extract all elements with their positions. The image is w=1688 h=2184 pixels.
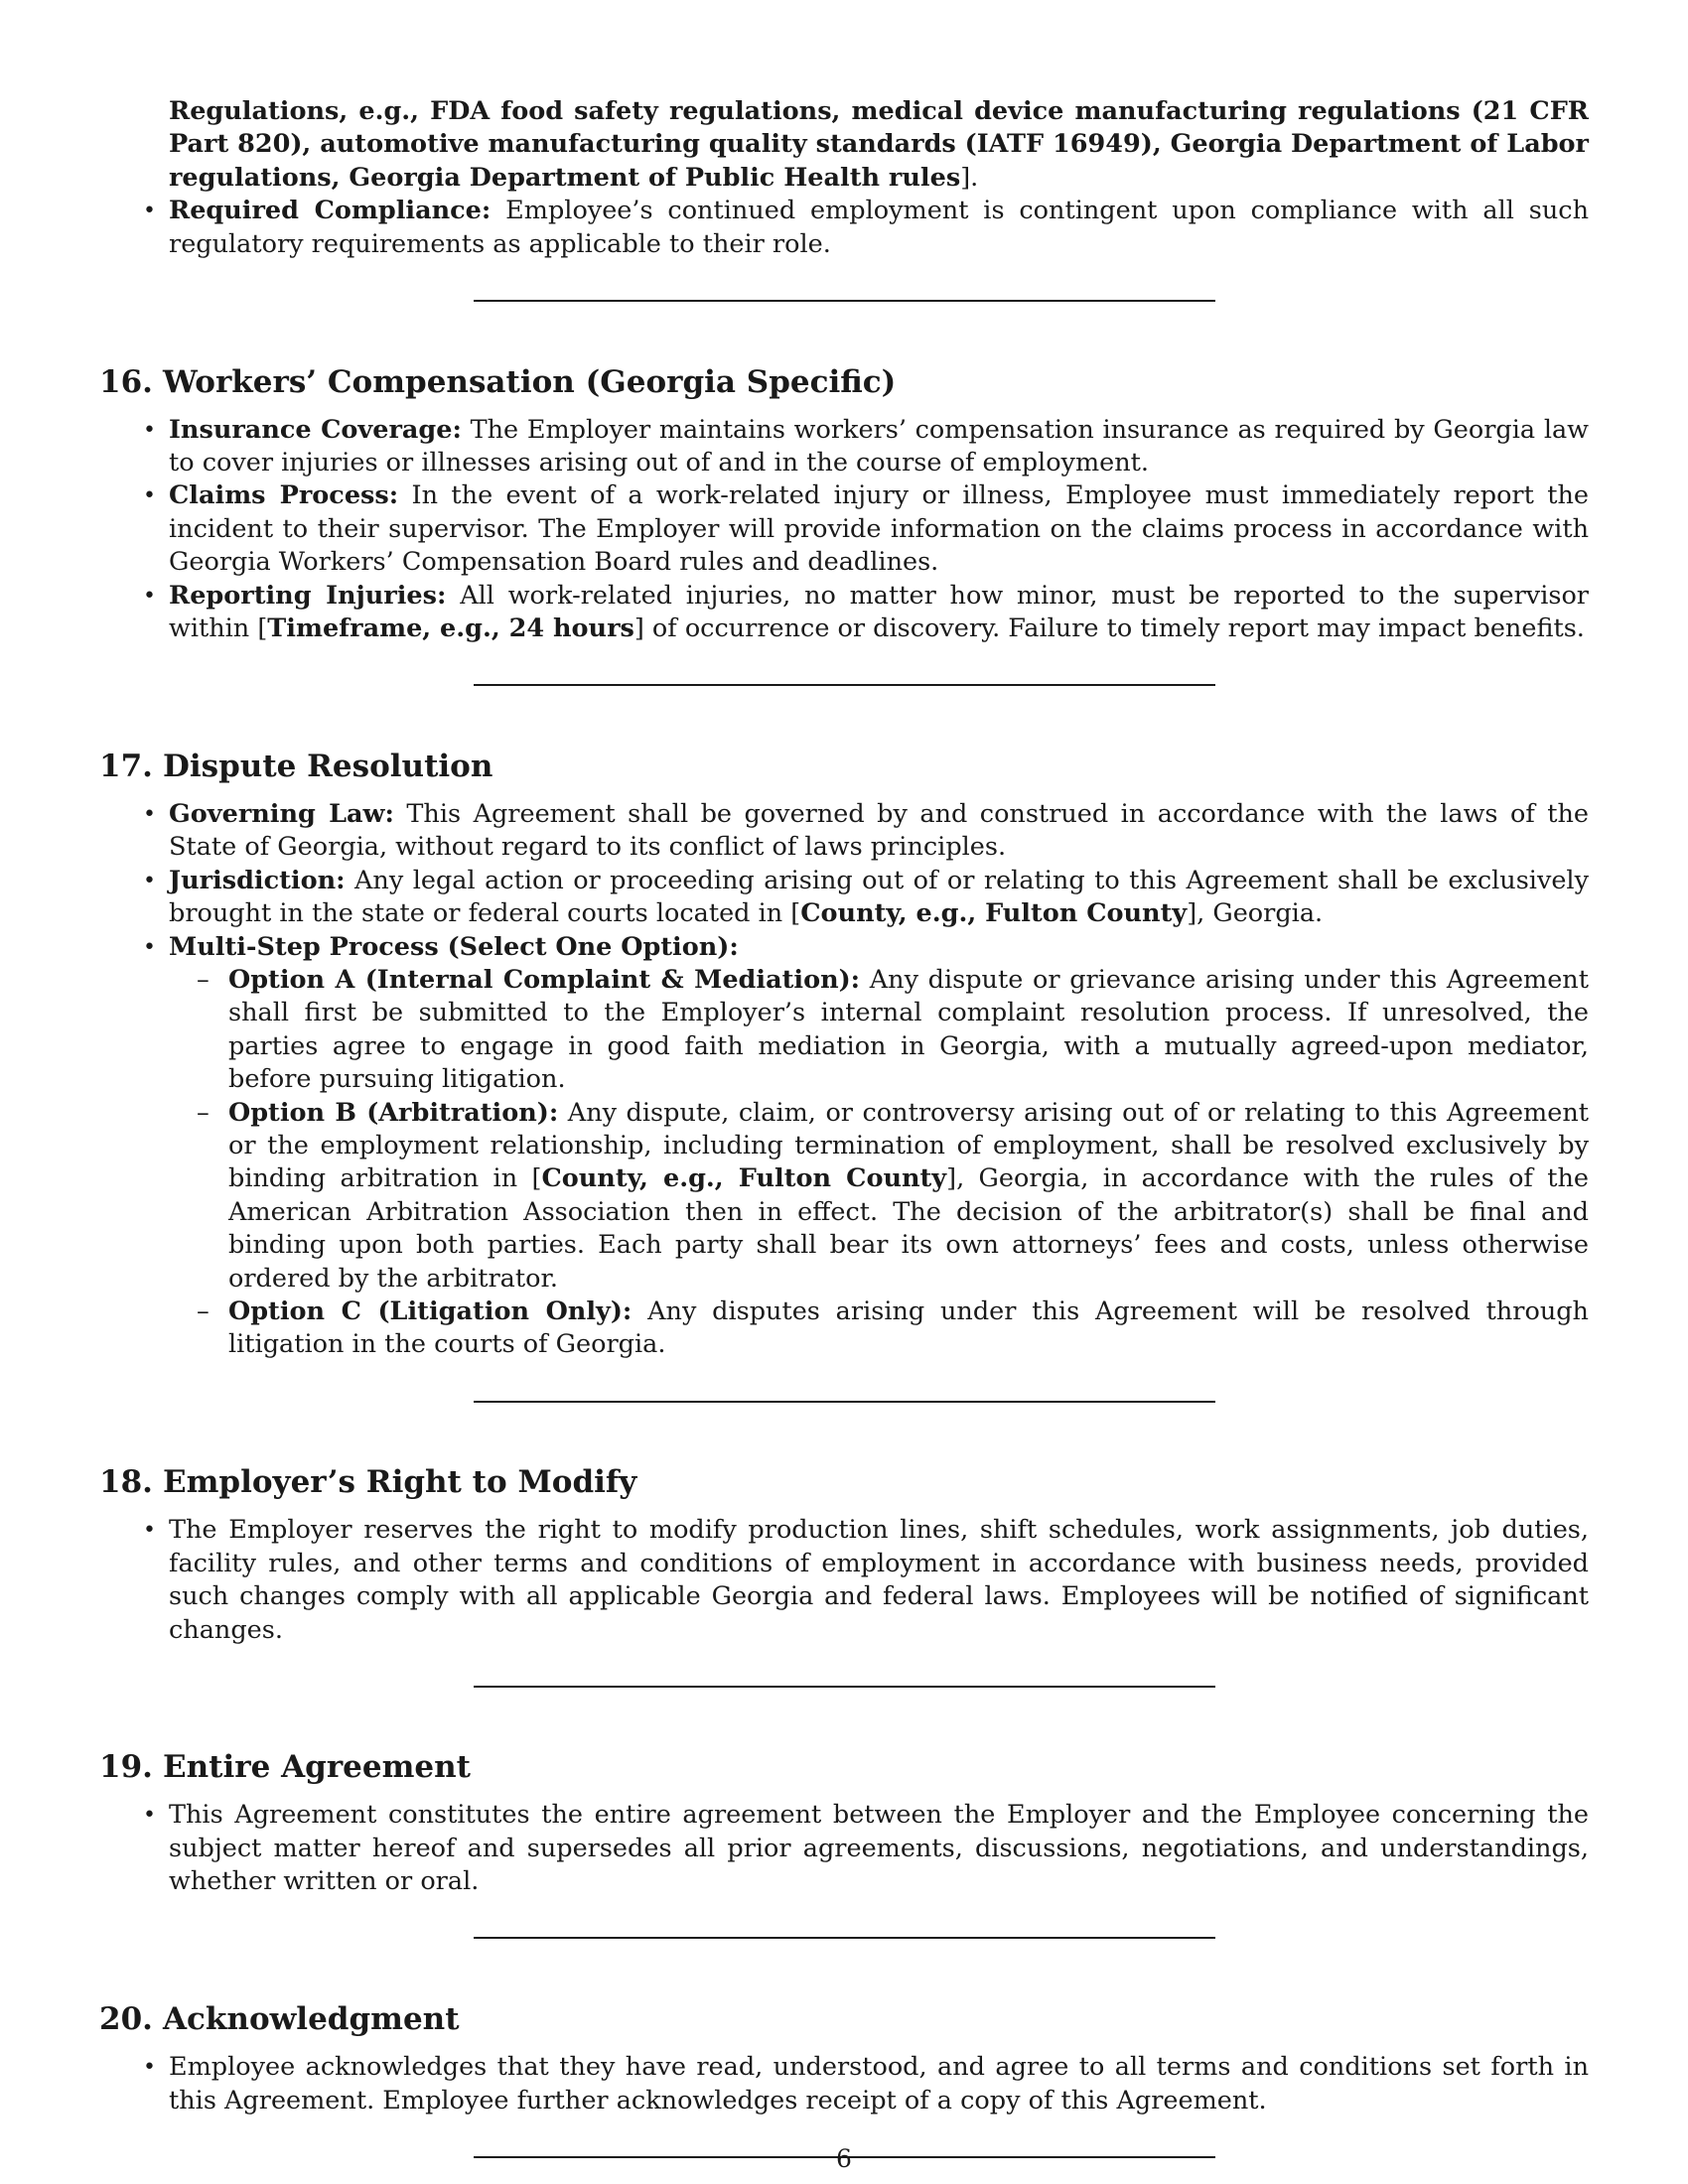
bullet-text: All work-related injuries, no matter how minor, must be reported to the supervisor within [ bbox=[169, 580, 1589, 643]
bullet-icon: • bbox=[143, 1803, 156, 1829]
section-number: 18. bbox=[99, 1464, 153, 1501]
bullet-label: Governing Law: bbox=[169, 798, 394, 829]
page-number: 6 bbox=[836, 2144, 852, 2173]
bullet-label: Claims Process: bbox=[169, 480, 399, 511]
bullet-text: In the event of a work-related injury or illness, Employee must immediately report the incident to their supervisor. The Employer will provide information on the claims process in accordance with Georgia Workers’ Compensation Board rules and deadlines. bbox=[169, 480, 1589, 578]
list-item bbox=[99, 1514, 1589, 1647]
section-heading-19 bbox=[99, 1747, 1589, 1787]
option-text: ], Georgia, in accordance with the rules of the American Arbitration Association then in effect. The decision of the arbitrator(s) shall be final and binding upon both parties. Each party shall bear its own attorneys’ fees and costs, unless otherwise ordered by the arbitrator. bbox=[228, 1163, 1589, 1294]
option-item bbox=[99, 964, 1589, 1097]
list-item bbox=[99, 1799, 1589, 1898]
bullet-text: Any legal action or proceeding arising out of or relating to this Agreement shall be exclusively brought in the state or federal courts located in [ bbox=[169, 865, 1589, 929]
section-heading-20 bbox=[99, 1999, 1589, 2039]
section-19-bullets bbox=[99, 1799, 1589, 1898]
section-divider bbox=[474, 1686, 1215, 1688]
list-item bbox=[99, 414, 1589, 480]
list-item bbox=[99, 195, 1589, 261]
bullet-placeholder: Timeframe, e.g., 24 hours bbox=[267, 613, 634, 643]
section-title: Acknowledgment bbox=[163, 2001, 460, 2038]
bullet-label: Jurisdiction: bbox=[169, 865, 346, 895]
bullet-text: The Employer reserves the right to modify production lines, shift schedules, work assignments, job duties, facility rules, and other terms and conditions of employment in accordance with business needs, provided such changes comply with all applicable Georgia and federal laws. Employees will be notified of significant changes. bbox=[169, 1515, 1589, 1645]
section-heading-16 bbox=[99, 362, 1589, 402]
option-text: Any disputes arising under this Agreement will be resolved through litigation in the courts of Georgia. bbox=[228, 1296, 1589, 1360]
bullet-text: This Agreement shall be governed by and construed in accordance with the laws of the State of Georgia, without regard to its conflict of laws principles. bbox=[169, 798, 1589, 863]
section-title: Employer’s Right to Modify bbox=[163, 1464, 637, 1501]
option-label: Option A (Internal Complaint & Mediation): bbox=[228, 964, 861, 995]
bullet-icon: • bbox=[143, 1518, 156, 1544]
bullet-label: Reporting Injuries: bbox=[169, 580, 447, 611]
section-divider bbox=[474, 1937, 1215, 1939]
bullet-icon: • bbox=[143, 801, 156, 827]
bullet-icon: • bbox=[143, 934, 156, 960]
option-label: Option B (Arbitration): bbox=[228, 1097, 559, 1128]
section-divider bbox=[474, 1401, 1215, 1403]
section-heading-18 bbox=[99, 1462, 1589, 1502]
bullet-label: Multi-Step Process (Select One Option): bbox=[169, 931, 739, 962]
list-item bbox=[99, 580, 1589, 646]
bullet-label: Required Compliance: bbox=[169, 196, 492, 226]
section-title: Dispute Resolution bbox=[163, 748, 493, 784]
bullet-text: Employee’s continued employment is contingent upon compliance with all such regulatory requirements as applicable to their role. bbox=[169, 196, 1589, 259]
option-item bbox=[99, 1296, 1589, 1362]
dash-icon: – bbox=[197, 1296, 210, 1326]
option-text: Any dispute, claim, or controversy arising out of or relating to this Agreement or the employment relationship, including termination of employment, shall be resolved exclusively by binding arbitration in [ bbox=[228, 1097, 1589, 1194]
section-number: 20. bbox=[99, 2001, 153, 2038]
section-17-options bbox=[99, 964, 1589, 1362]
option-item bbox=[99, 1097, 1589, 1296]
document-page bbox=[99, 95, 1589, 2170]
dash-icon: – bbox=[197, 1097, 210, 1128]
section-title: Entire Agreement bbox=[163, 1749, 471, 1786]
section-18-bullets bbox=[99, 1514, 1589, 1647]
section-title: Workers’ Compensation (Georgia Specific) bbox=[163, 363, 897, 400]
section-17-bullets bbox=[99, 798, 1589, 964]
bullet-icon: • bbox=[143, 417, 156, 443]
list-item bbox=[99, 2051, 1589, 2117]
section-heading-17 bbox=[99, 747, 1589, 786]
bullet-text: The Employer maintains workers’ compensation insurance as required by Georgia law to cover injuries or illnesses arising out of and in the course of employment. bbox=[169, 414, 1590, 478]
bullet-icon: • bbox=[143, 868, 156, 893]
dash-icon: – bbox=[197, 964, 210, 995]
bullet-label: Insurance Coverage: bbox=[169, 414, 462, 445]
bullet-text: Employee acknowledges that they have read, understood, and agree to all terms and conditions set forth in this Agreement. Employee further acknowledges receipt of a copy of this Agreement. bbox=[169, 2052, 1589, 2116]
bullet-text: ], Georgia. bbox=[1187, 898, 1324, 929]
intro-bold-text: Regulations, e.g., FDA food safety regulations, medical device manufacturing regulations (21 CFR Part 820), automotive manufacturing quality standards (IATF 16949), Georgia Department of Labor regulations, Georgia Department of Public Health rules bbox=[169, 96, 1589, 193]
section-number: 17. bbox=[99, 748, 153, 784]
section-20-bullets bbox=[99, 2051, 1589, 2117]
section-number: 16. bbox=[99, 363, 153, 400]
intro-continuation bbox=[169, 95, 1589, 195]
bullet-icon: • bbox=[143, 483, 156, 509]
bullet-icon: • bbox=[143, 583, 156, 609]
option-label: Option C (Litigation Only): bbox=[228, 1296, 633, 1326]
list-item bbox=[99, 931, 1589, 964]
list-item bbox=[99, 479, 1589, 579]
option-placeholder: County, e.g., Fulton County bbox=[541, 1163, 947, 1194]
intro-bullet-list bbox=[99, 195, 1589, 261]
intro-text-end: ]. bbox=[960, 162, 979, 193]
section-16-bullets bbox=[99, 414, 1589, 646]
list-item bbox=[99, 798, 1589, 865]
bullet-placeholder: County, e.g., Fulton County bbox=[800, 898, 1188, 929]
bullet-text: This Agreement constitutes the entire agreement between the Employer and the Employee concerning the subject matter hereof and supersedes all prior agreements, discussions, negotiations, and understandings, whether written or oral. bbox=[169, 1800, 1589, 1897]
section-divider bbox=[474, 684, 1215, 686]
bullet-icon: • bbox=[143, 2055, 156, 2081]
bullet-text: ] of occurrence or discovery. Failure to timely report may impact benefits. bbox=[633, 613, 1585, 643]
option-text: Any dispute or grievance arising under this Agreement shall first be submitted to the Employer’s internal complaint resolution process. If unresolved, the parties agree to engage in good faith mediation in Georgia, with a mutually agreed-upon mediator, before pursuing litigation. bbox=[228, 964, 1589, 1095]
section-number: 19. bbox=[99, 1749, 153, 1786]
section-divider bbox=[474, 300, 1215, 302]
bullet-icon: • bbox=[143, 199, 156, 224]
list-item bbox=[99, 865, 1589, 931]
